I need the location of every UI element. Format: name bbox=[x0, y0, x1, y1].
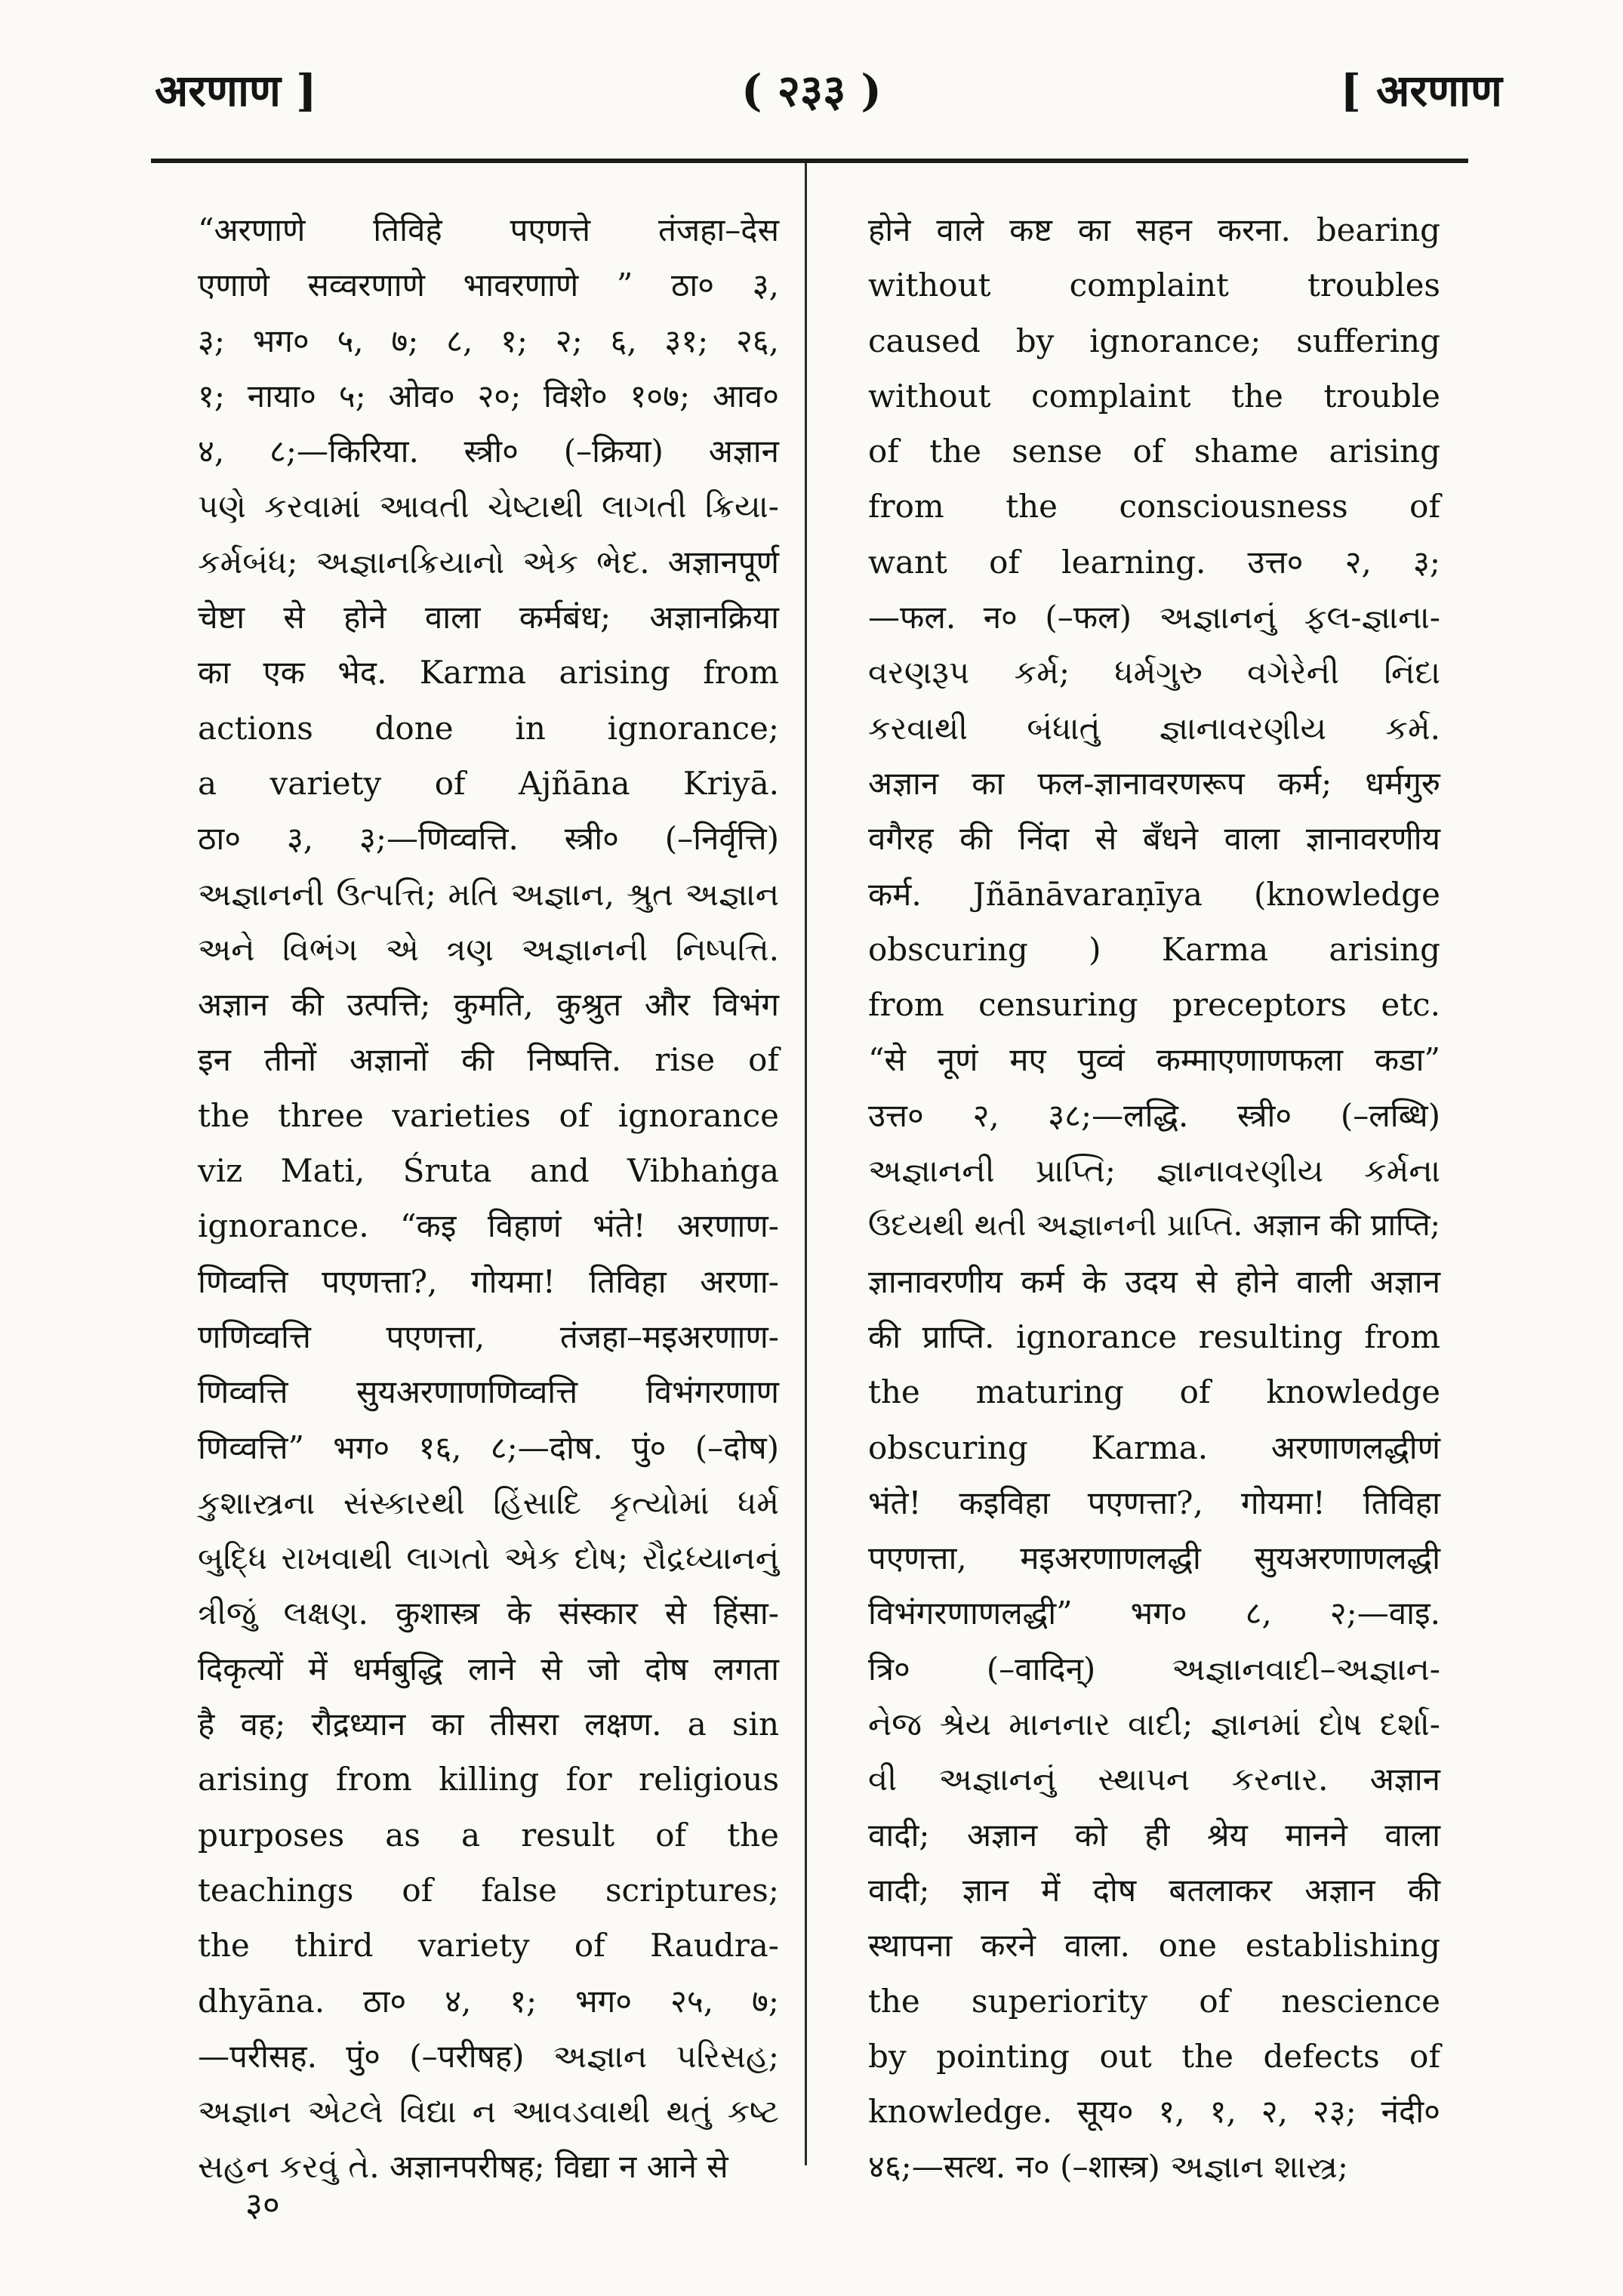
column-divider bbox=[805, 163, 807, 2165]
entry-line: want of learning. उत्त० २, ३; bbox=[868, 543, 1440, 581]
entry-line: पएणत्ता, मइअरणाणलद्धी सुयअरणाणलद्धी bbox=[868, 1539, 1440, 1577]
entry-line: णिव्वत्ति पएणत्ता?, गोयमा! तिविहा अरणा- bbox=[198, 1262, 779, 1300]
entry-line: a variety of Ajñāna Kriyā. bbox=[198, 764, 779, 802]
entry-line: teachings of false scriptures; bbox=[198, 1871, 779, 1909]
entry-line: નેજ શ્રેય માનનાર વાદી; જ્ઞાનમાં દોષ દર્શા- bbox=[868, 1706, 1440, 1743]
entry-line: “से नूणं मए पुव्वं कम्माएणाणफला कडा” bbox=[868, 1041, 1440, 1079]
entry-line: ठा० ३, ३;—णिव्वत्ति. स्त्री० (–निर्वृत्ति) bbox=[198, 820, 779, 858]
running-head-right: [ अरणाण bbox=[1340, 65, 1502, 116]
entry-line: ३; भग० ५, ७; ८, १; २; ६, ३१; २६, bbox=[198, 322, 779, 359]
entry-line: વરણરૂપ કર્મ; ધર્મગુરુ વગેરેની નિંદા bbox=[868, 654, 1440, 692]
signature-mark: ३० bbox=[245, 2186, 280, 2224]
entry-line: —परीसह. पुं० (–परीषह) અજ્ઞાન પરિસહ; bbox=[198, 2037, 779, 2075]
entry-line: त्रि० (–वादिन्) અજ્ઞાનવાદી–અજ્ઞાન- bbox=[868, 1650, 1440, 1687]
entry-line: the third variety of Raudra- bbox=[198, 1927, 779, 1965]
entry-line: from censuring preceptors etc. bbox=[868, 986, 1440, 1024]
right-column bbox=[868, 202, 1440, 2195]
entry-line: णणिव्वत्ति पएणत्ता, तंजहा–मइअरणाण- bbox=[198, 1318, 779, 1355]
entry-line: का एक भेद. Karma arising from bbox=[198, 654, 779, 692]
entry-line: है वह; रौद्रध्यान का तीसरा लक्षण. a sin bbox=[198, 1706, 779, 1743]
entry-line: १; नाया० ५; ओव० २०; विशे० १०७; आव० bbox=[198, 377, 779, 415]
entry-line: અજ્ઞાનની ઉત્પત્તિ; મતિ અજ્ઞાન, શ્રુત અજ્ઞાન bbox=[198, 875, 779, 913]
entry-line: दिकृत्यों में धर्मबुद्धि लाने से जो दोष लगता bbox=[198, 1650, 779, 1687]
entry-line: by pointing out the defects of bbox=[868, 2037, 1440, 2075]
entry-line: purposes as a result of the bbox=[198, 1816, 779, 1854]
entry-line: ४६;—सत्थ. न० (–शास्त्र) અજ્ઞાન શાસ્ત્ર; bbox=[868, 2148, 1349, 2186]
entry-line: ४, ८;—किरिया. स्त्री० (–क्रिया) अज्ञान bbox=[198, 433, 779, 470]
entry-line: एणाणे सव्वरणाणे भावरणाणे ” ठा० ३, bbox=[198, 267, 779, 304]
entry-line: ત્રીજું લક્ષણ. कुशास्त्र के संस्कार से हिंसा- bbox=[198, 1595, 779, 1632]
entry-line: viz Mati, Śruta and Vibhaṅga bbox=[198, 1152, 779, 1190]
entry-line: the maturing of knowledge bbox=[868, 1373, 1440, 1411]
entry-line: ઉદયથી થતી અજ્ઞાનની પ્રાપ્તિ. अज्ञान की प्राप्ति; bbox=[868, 1208, 1440, 1244]
entry-line: “अरणाणे तिविहे पएणत्ते तंजहा–देस bbox=[198, 211, 779, 248]
entry-line: कर्म. Jñānāvaraṇīya (knowledge bbox=[868, 875, 1440, 913]
entry-line: from the consciousness of bbox=[868, 488, 1440, 525]
entry-line: actions done in ignorance; bbox=[198, 709, 779, 747]
entry-line: કર્મબંધ; અજ્ઞાનક્રિયાનો એક ભેદ. अज्ञानपूर्ण bbox=[198, 543, 779, 581]
entry-line: પણે કરવામાં આવતી ચેષ્ટાથી લાગતી ક્રિયા- bbox=[198, 488, 779, 525]
entry-line: કરવાથી બંધાતું જ્ઞાનાવરણીય કર્મ. bbox=[868, 709, 1440, 747]
entry-line: obscuring ) Karma arising bbox=[868, 930, 1440, 968]
entry-line: knowledge. सूय० १, १, २, २३; नंदी० bbox=[868, 2093, 1440, 2131]
entry-line: dhyāna. ठा० ४, १; भग० २५, ७; bbox=[198, 1982, 779, 2020]
entry-line: स्थापना करने वाला. one establishing bbox=[868, 1927, 1440, 1965]
entry-line: બુદ્ધિ રાખવાથી લાગતો એક દોષ; રૌદ્રધ્યાનનું bbox=[198, 1539, 779, 1577]
entry-line: इन तीनों अज्ञानों की निष्पत्ति. rise of bbox=[198, 1041, 779, 1079]
entry-line: —फल. न० (–फल) અજ્ઞાનનું ફલ-જ્ઞાના- bbox=[868, 599, 1440, 636]
entry-line: ज्ञानावरणीय कर्म के उदय से होने वाली अज्ञान bbox=[868, 1262, 1440, 1300]
entry-line: चेष्टा से होने वाला कर्मबंध; अज्ञानक्रिया bbox=[198, 599, 779, 636]
entry-line: arising from killing for religious bbox=[198, 1761, 779, 1798]
entry-line: without complaint the trouble bbox=[868, 377, 1440, 415]
entry-line: caused by ignorance; suffering bbox=[868, 322, 1440, 359]
entry-line: વી અજ્ઞાનનું સ્થાપન કરનાર. अज्ञान bbox=[868, 1761, 1440, 1798]
entry-line: भंते! कइविहा पएणत्ता?, गोयमा! तिविहा bbox=[868, 1484, 1440, 1521]
left-column bbox=[198, 202, 779, 2195]
entry-line: અજ્ઞાન એટલે વિદ્યા ન આવડવાથી થતું કષ્ટ bbox=[198, 2093, 779, 2131]
entry-line: उत्त० २, ३८;—लद्धि. स्त्री० (–लब्धि) bbox=[868, 1096, 1440, 1134]
entry-line: of the sense of shame arising bbox=[868, 433, 1440, 470]
entry-line: अज्ञान का फल-ज्ञानावरणरूप कर्म; धर्मगुरु bbox=[868, 764, 1440, 802]
entry-line: ignorance. “कइ विहाणं भंते! अरणाण- bbox=[198, 1207, 779, 1245]
entry-line: અજ્ઞાનની પ્રાપ્તિ; જ્ઞાનાવરણીય કર્મના bbox=[868, 1152, 1440, 1190]
header-rule bbox=[151, 159, 1468, 163]
running-head-left: अरणाण ] bbox=[155, 65, 317, 116]
entry-line: वादी; अज्ञान को ही श्रेय मानने वाला bbox=[868, 1816, 1440, 1854]
entry-line: वगैरह की निंदा से बँधने वाला ज्ञानावरणीय bbox=[868, 820, 1440, 858]
page-number: ( २३३ ) bbox=[741, 65, 882, 116]
entry-line: without complaint troubles bbox=[868, 267, 1440, 304]
entry-line: the superiority of nescience bbox=[868, 1982, 1440, 2020]
entry-line: होने वाले कष्ट का सहन करना. bearing bbox=[868, 211, 1440, 248]
entry-line: કુશાસ્ત્રના સંસ્કારથી હિંસાદિ કૃત્યોમાં ધર્મ bbox=[198, 1484, 779, 1521]
entry-line: णिव्वत्ति” भग० १६, ८;—दोष. पुं० (–दोष) bbox=[198, 1428, 779, 1466]
entry-line: the three varieties of ignorance bbox=[198, 1096, 779, 1134]
entry-line: वादी; ज्ञान में दोष बतलाकर अज्ञान की bbox=[868, 1871, 1440, 1909]
entry-line: अज्ञान की उत्पत्ति; कुमति, कुश्रुत और विभंग bbox=[198, 986, 779, 1024]
entry-line: णिव्वत्ति सुयअरणाणणिव्वत्ति विभंगरणाण bbox=[198, 1373, 779, 1411]
entry-line: obscuring Karma. अरणाणलद्धीणं bbox=[868, 1428, 1440, 1466]
entry-line: સહન કરવું તે. अज्ञानपरीषह; विद्या न आने से bbox=[198, 2148, 728, 2186]
entry-line: विभंगरणाणलद्धी” भग० ८, २;—वाइ. bbox=[868, 1595, 1440, 1632]
entry-line: की प्राप्ति. ignorance resulting from bbox=[868, 1318, 1440, 1355]
entry-line: અને વિભંગ એ ત્રણ અજ્ઞાનની નિષ્પત્તિ. bbox=[198, 930, 779, 968]
